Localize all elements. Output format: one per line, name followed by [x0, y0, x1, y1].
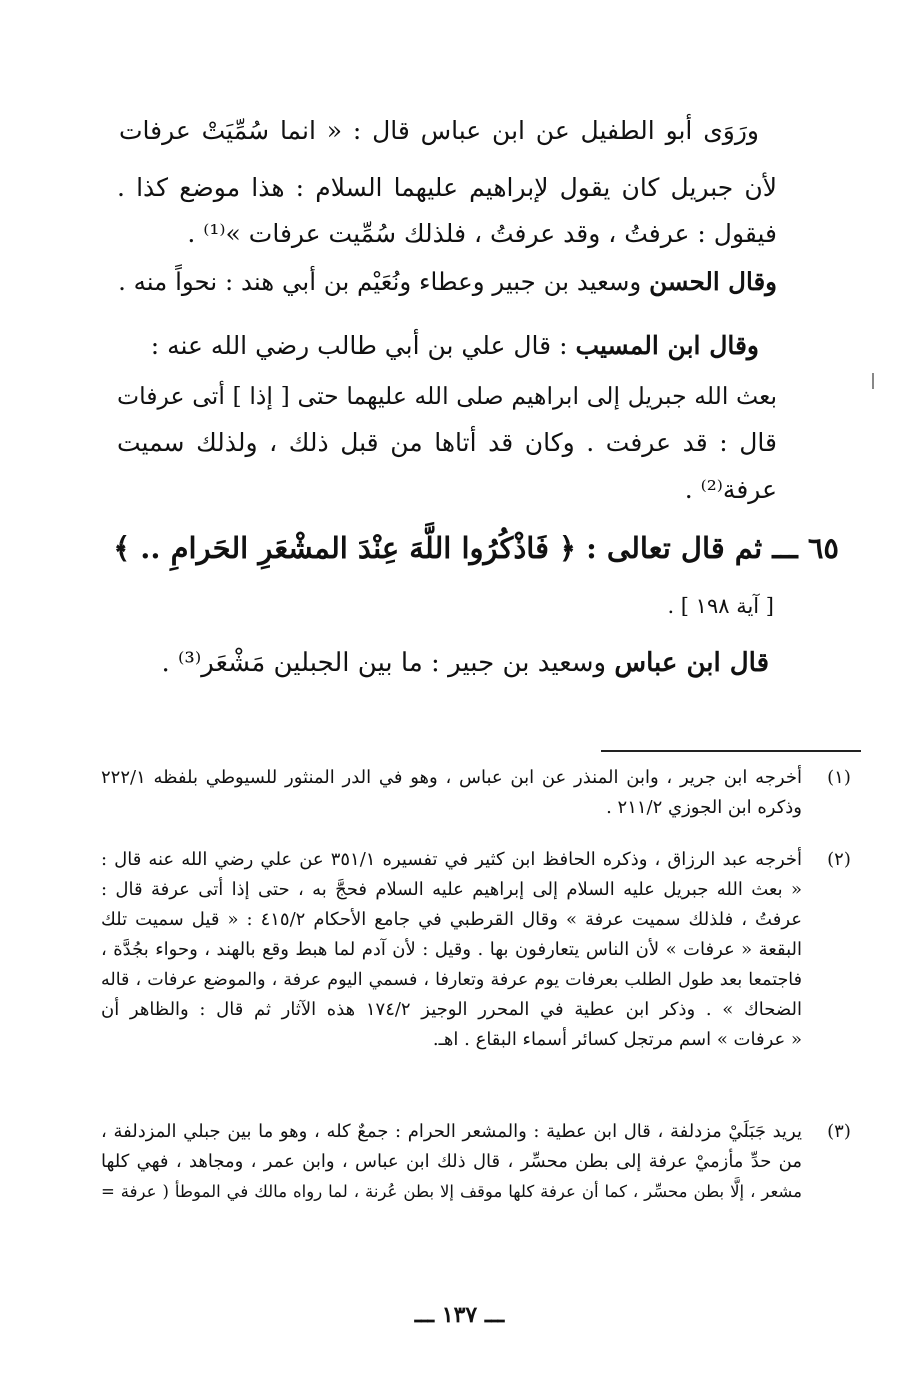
verse-reference: [ آية ١٩٨ ] . — [667, 594, 774, 618]
body-line: بعث الله جبريل إلى ابراهيم صلى الله عليهما حتى [ إذا ] أتى عرفات — [117, 382, 777, 410]
body-line — [117, 264, 777, 300]
footnote-2 — [101, 845, 859, 1055]
speaker-name: وقال الحسن — [649, 267, 777, 296]
footnote-separator — [601, 750, 861, 752]
footnote-number: (٢) — [827, 849, 851, 870]
footnote-line: من حدِّ مأزميْ عرفة إلى بطن محسِّر ، قال ذلك ابن عباس ، وابن عمر ، ومجاهد ، فهي كلها — [101, 1151, 802, 1172]
footnote-line: أخرجه عبد الرزاق ، وذكره الحافظ ابن كثير في تفسيره ٣٥١/١ عن علي رضي الله عنه قال : — [101, 849, 802, 870]
footnote-number: (٣) — [827, 1121, 851, 1142]
body-line: عرفة⁽²⁾ . — [684, 475, 777, 504]
footnote-line: يريد جَبَلَيْ مزدلفة ، قال ابن عطية : والمشعر الحرام : جمعٌ كله ، وهو ما بين جبلي المزدلفة ، — [101, 1121, 802, 1142]
footnote-line: وذكره ابن الجوزي ٢١١/٢ . — [606, 797, 802, 818]
body-text: وسعيد بن جبير : ما بين الجبلين مَشْعَر⁽³⁾ . — [161, 648, 615, 678]
margin-mark — [872, 373, 874, 389]
body-text: وسعيد بن جبير وعطاء ونُعَيْم بن أبي هند : نحواً منه . — [118, 267, 650, 296]
verse-intro: ثم قال تعالى : — [576, 531, 773, 565]
verse-heading — [89, 528, 839, 568]
body-text: : قال علي بن أبي طالب رضي الله عنه : — [150, 331, 576, 360]
footnote-line: « عرفات » اسم مرتجل كسائر أسماء البقاع . اهـ. — [432, 1029, 802, 1050]
footnote-line: « بعث الله جبريل عليه السلام إلى إبراهيم عليه السلام فحجَّ به ، حتى إذا أتى عرفة قال : — [101, 879, 802, 900]
footnote-1 — [101, 763, 859, 823]
body-line: قال : قد عرفت . وكان قد أتاها من قبل ذلك ، ولذلك سميت — [117, 428, 777, 457]
body-line — [119, 645, 769, 681]
footnote-line: البقعة « عرفات » لأن الناس يتعارفون بها . وقيل : لأن آدم لما هبط وقع بالهند ، وحواء بجُدَّة ، — [101, 939, 802, 960]
footnote-line: الضحاك » . وذكر ابن عطية في المحرر الوجيز ١٧٤/٢ هذه الآثار ثم قال : والظاهر أن — [101, 999, 802, 1020]
footnote-line: أخرجه ابن جرير ، وابن المنذر عن ابن عباس ، وهو في الدر المنثور للسيوطي بلفظه ٢٢٢/١ — [101, 767, 802, 788]
speaker-name: وقال ابن المسيب — [575, 331, 759, 360]
footnote-line: عرفتُ ، فلذلك سميت عرفة » وقال القرطبي في جامع الأحكام ٤١٥/٢ : « قيل سميت تلك — [101, 909, 802, 930]
quran-verse: ﴿ فَاذْكُرُوا اللَّهَ عِنْدَ المشْعَرِ الحَرامِ .. ﴾ — [113, 531, 577, 565]
footnote-number: (١) — [827, 767, 851, 788]
page-number: ـــ ١٣٧ ـــ — [414, 1302, 505, 1328]
footnote-3 — [101, 1117, 859, 1207]
speaker-name: قال ابن عباس — [614, 648, 769, 678]
body-line: فيقول : عرفتُ ، وقد عرفتُ ، فلذلك سُمِّيت عرفات »⁽¹⁾ . — [187, 219, 777, 248]
body-line: ورَوَى أبو الطفيل عن ابن عباس قال : « انما سُمِّيَتْ عرفات — [119, 116, 759, 145]
footnote-line: مشعر ، إلَّا بطن محسِّر ، كما أن عرفة كلها موقف إلا بطن عُرنة ، لما رواه مالك في الموطأ ( عرفة = — [101, 1182, 802, 1201]
verse-number: ٦٥ ـــ — [772, 531, 839, 565]
body-line — [119, 328, 759, 364]
body-line: لأن جبريل كان يقول لإبراهيم عليهما السلام : هذا موضع كذا . — [117, 173, 777, 202]
footnote-line: فاجتمعا بعد طول الطلب بعرفات يوم عرفة وتعارفا ، فسمي اليوم عرفة ، والموضع عرفات ، قاله — [101, 970, 802, 990]
